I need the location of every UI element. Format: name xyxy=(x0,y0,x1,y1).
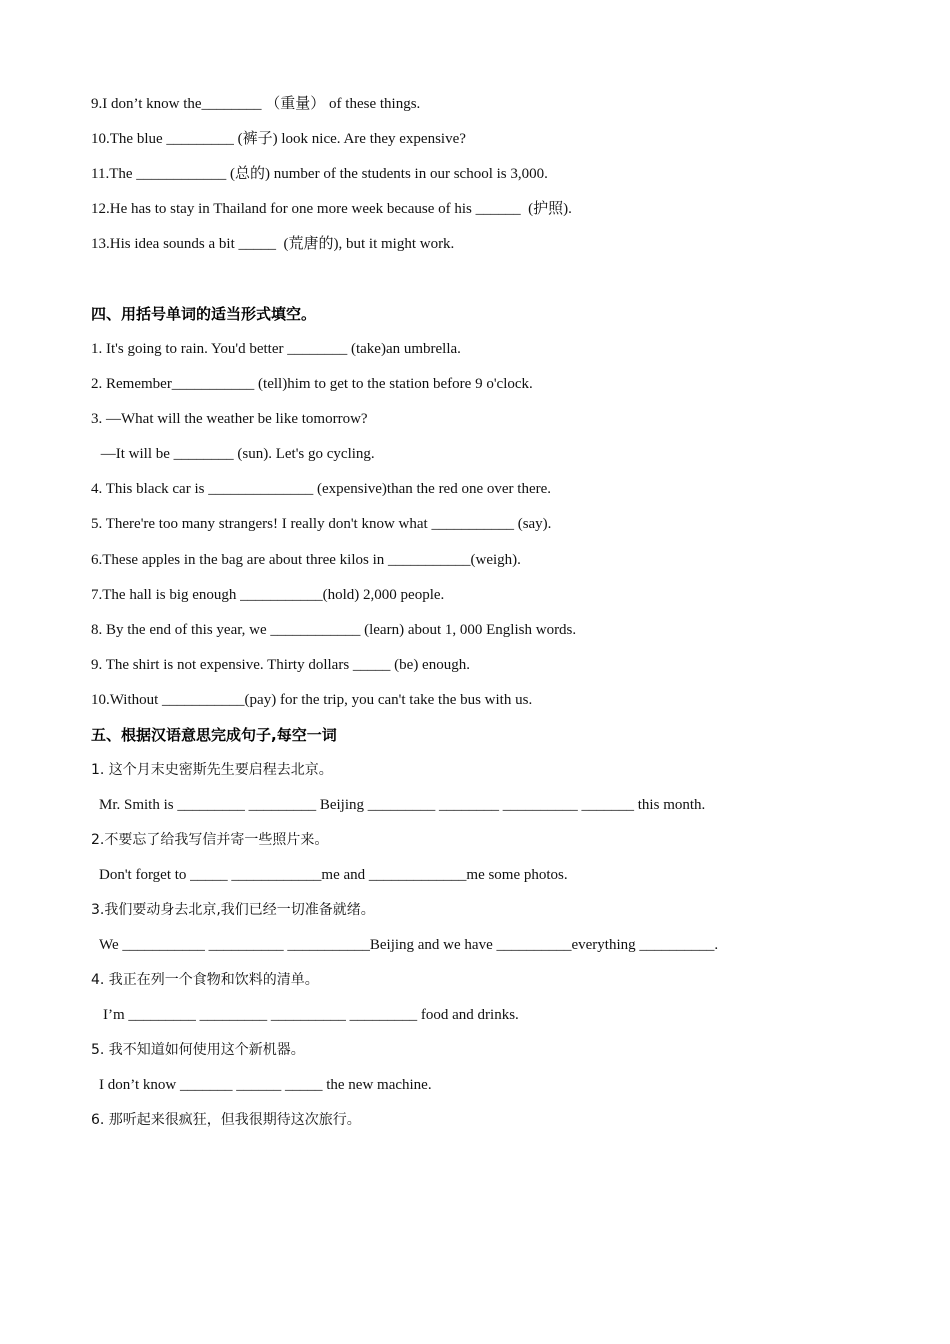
s5-item-1-answer: Mr. Smith is _________ _________ Beijing _________ ________ __________ _______ this month. xyxy=(99,797,706,813)
s4-item-1: 1. It's going to rain. You'd better ________ (take)an umbrella. xyxy=(91,341,461,357)
s5-item-4-answer: I’m _________ _________ __________ _________ food and drinks. xyxy=(103,1007,519,1023)
s4-item-3-question: 3. —What will the weather be like tomorrow? xyxy=(91,411,368,427)
s4-item-8: 8. By the end of this year, we ____________ (learn) about 1, 000 English words. xyxy=(91,622,577,638)
s3-item-12: 12.He has to stay in Thailand for one more week because of his ______ (护照). xyxy=(91,201,572,217)
s4-item-4: 4. This black car is ______________ (expensive)than the red one over there. xyxy=(91,481,552,497)
s4-item-7: 7.The hall is big enough ___________(hold) 2,000 people. xyxy=(91,587,445,603)
s5-item-2-answer: Don't forget to _____ ____________me and _____________me some photos. xyxy=(99,867,568,883)
s5-item-1-prompt: 1. 这个月末史密斯先生要启程去北京。 xyxy=(91,762,333,778)
s4-item-10: 10.Without ___________(pay) for the trip, you can't take the bus with us. xyxy=(91,692,533,708)
s5-item-3-answer: We ___________ __________ ___________Beijing and we have __________everything __________. xyxy=(99,937,719,953)
s3-item-10: 10.The blue _________ (裤子) look nice. Are they expensive? xyxy=(91,131,466,147)
s3-item-11: 11.The ____________ (总的) number of the students in our school is 3,000. xyxy=(91,166,548,182)
s4-item-2: 2. Remember___________ (tell)him to get to the station before 9 o'clock. xyxy=(91,376,533,392)
s4-item-5: 5. There're too many strangers! I really don't know what ___________ (say). xyxy=(91,516,552,532)
s5-item-6-prompt: 6. 那听起来很疯狂，但我很期待这次旅行。 xyxy=(91,1112,361,1128)
s5-item-2-prompt: 2.不要忘了给我写信并寄一些照片来。 xyxy=(91,832,329,848)
s3-item-9: 9.I don’t know the________ （重量） of these things. xyxy=(91,96,421,112)
s5-item-5-answer: I don’t know _______ ______ _____ the new machine. xyxy=(99,1077,432,1093)
section5-heading: 五、根据汉语意思完成句子,每空一词 xyxy=(91,726,337,744)
s4-item-3-answer: —It will be ________ (sun). Let's go cycling. xyxy=(97,446,375,462)
s4-item-9: 9. The shirt is not expensive. Thirty dollars _____ (be) enough. xyxy=(91,657,470,673)
s3-item-13: 13.His idea sounds a bit _____ (荒唐的), but it might work. xyxy=(91,236,455,252)
s5-item-3-prompt: 3.我们要动身去北京,我们已经一切准备就绪。 xyxy=(91,902,375,918)
section4-heading: 四、用括号单词的适当形式填空。 xyxy=(91,305,317,323)
s4-item-6: 6.These apples in the bag are about three kilos in ___________(weigh). xyxy=(91,552,521,568)
s5-item-4-prompt: 4. 我正在列一个食物和饮料的清单。 xyxy=(91,972,319,988)
s5-item-5-prompt: 5. 我不知道如何使用这个新机器。 xyxy=(91,1042,305,1058)
